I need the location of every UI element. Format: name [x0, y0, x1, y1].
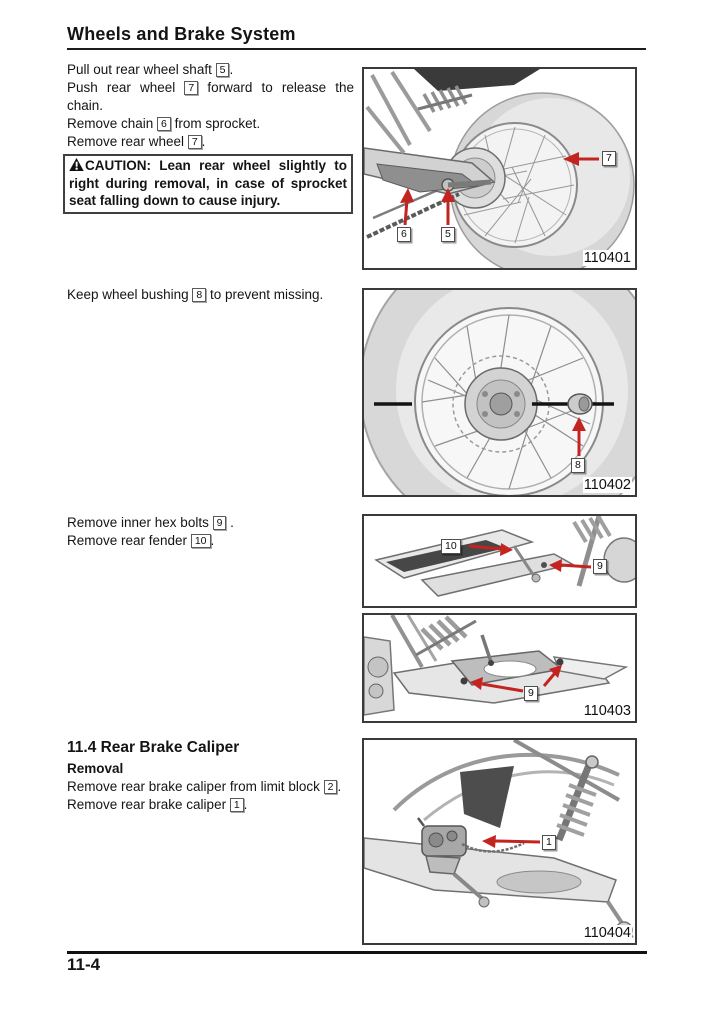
caution-box [63, 154, 353, 214]
instruction-text: Remove rear brake caliper from limit block [67, 779, 324, 794]
part-ref-6: 6 [157, 117, 171, 131]
section-heading: 11.4 Rear Brake Caliper [67, 739, 240, 756]
brake-caliper-illustration [364, 740, 635, 943]
caution-text: CAUTION: Lean rear wheel slightly to right during removal, in case of sprocket seat falling down to cause injury. [69, 158, 347, 208]
warning-icon [69, 158, 84, 171]
part-ref-9: 9 [213, 516, 227, 530]
callout-10: 10 [441, 539, 461, 554]
part-ref-10: 10 [191, 534, 211, 548]
instruction-text: to prevent missing. [206, 287, 324, 302]
page-title: Wheels and Brake System [67, 24, 296, 44]
callout-9-top: 9 [593, 559, 607, 574]
instruction-text: . [337, 779, 342, 794]
figure-number: 110402 [583, 477, 631, 493]
instruction-line [67, 796, 354, 814]
figure-110403-top-panel [362, 514, 637, 608]
figure-110402 [362, 288, 637, 497]
instructions-fender [67, 514, 354, 550]
footer-rule [67, 951, 647, 954]
callout-8: 8 [571, 458, 585, 473]
instruction-line [67, 79, 354, 115]
callout-1: 1 [542, 835, 556, 850]
instruction-line [67, 61, 354, 79]
instruction-text: . [229, 62, 234, 77]
part-ref-7b: 7 [188, 135, 202, 149]
instruction-text: Remove rear wheel [67, 134, 188, 149]
callout-9-bottom: 9 [524, 686, 538, 701]
instructions-bushing [67, 286, 354, 304]
figure-number: 110401 [583, 250, 631, 266]
instruction-text: . [226, 515, 234, 530]
instruction-text: Push rear wheel [67, 80, 185, 95]
part-ref-5: 5 [216, 63, 230, 77]
part-ref-8: 8 [192, 288, 206, 302]
figure-110401 [362, 67, 637, 270]
callout-6: 6 [397, 227, 411, 242]
instruction-text: from sprocket. [170, 116, 261, 131]
instruction-line [67, 286, 354, 304]
callout-5: 5 [441, 227, 455, 242]
instruction-text: Keep wheel bushing [67, 287, 193, 302]
instruction-line [67, 514, 354, 532]
instruction-text: Remove inner hex bolts [67, 515, 213, 530]
figure-110404 [362, 738, 637, 945]
instruction-text: Remove rear brake caliper [67, 797, 230, 812]
instruction-text: Remove rear fender [67, 533, 191, 548]
section-subheading: Removal [67, 761, 124, 776]
figure-number: 110404 [583, 925, 631, 941]
instruction-text: forward to release the chain. [67, 80, 354, 113]
part-ref-2: 2 [324, 780, 338, 794]
instruction-line [67, 532, 354, 550]
instruction-text: Remove chain [67, 116, 158, 131]
page-number: 11-4 [67, 955, 101, 974]
part-ref-7: 7 [184, 81, 198, 95]
callout-7: 7 [602, 151, 616, 166]
instruction-text: . [243, 797, 248, 812]
figure-number: 110403 [583, 703, 631, 719]
figure-110403-bottom-panel [362, 613, 637, 723]
instruction-text: . [201, 134, 206, 149]
instruction-text: Pull out rear wheel shaft [67, 62, 216, 77]
figure-110403 [362, 514, 637, 723]
instruction-line [67, 115, 354, 133]
section-rear-brake-caliper [67, 739, 354, 814]
instructions-wheel-removal [67, 61, 354, 214]
instruction-line [67, 133, 354, 151]
part-ref-1: 1 [230, 798, 244, 812]
wheel-bushing-illustration [364, 290, 635, 495]
instruction-text: . [210, 533, 215, 548]
instruction-line [67, 778, 354, 796]
header-rule [67, 48, 646, 50]
